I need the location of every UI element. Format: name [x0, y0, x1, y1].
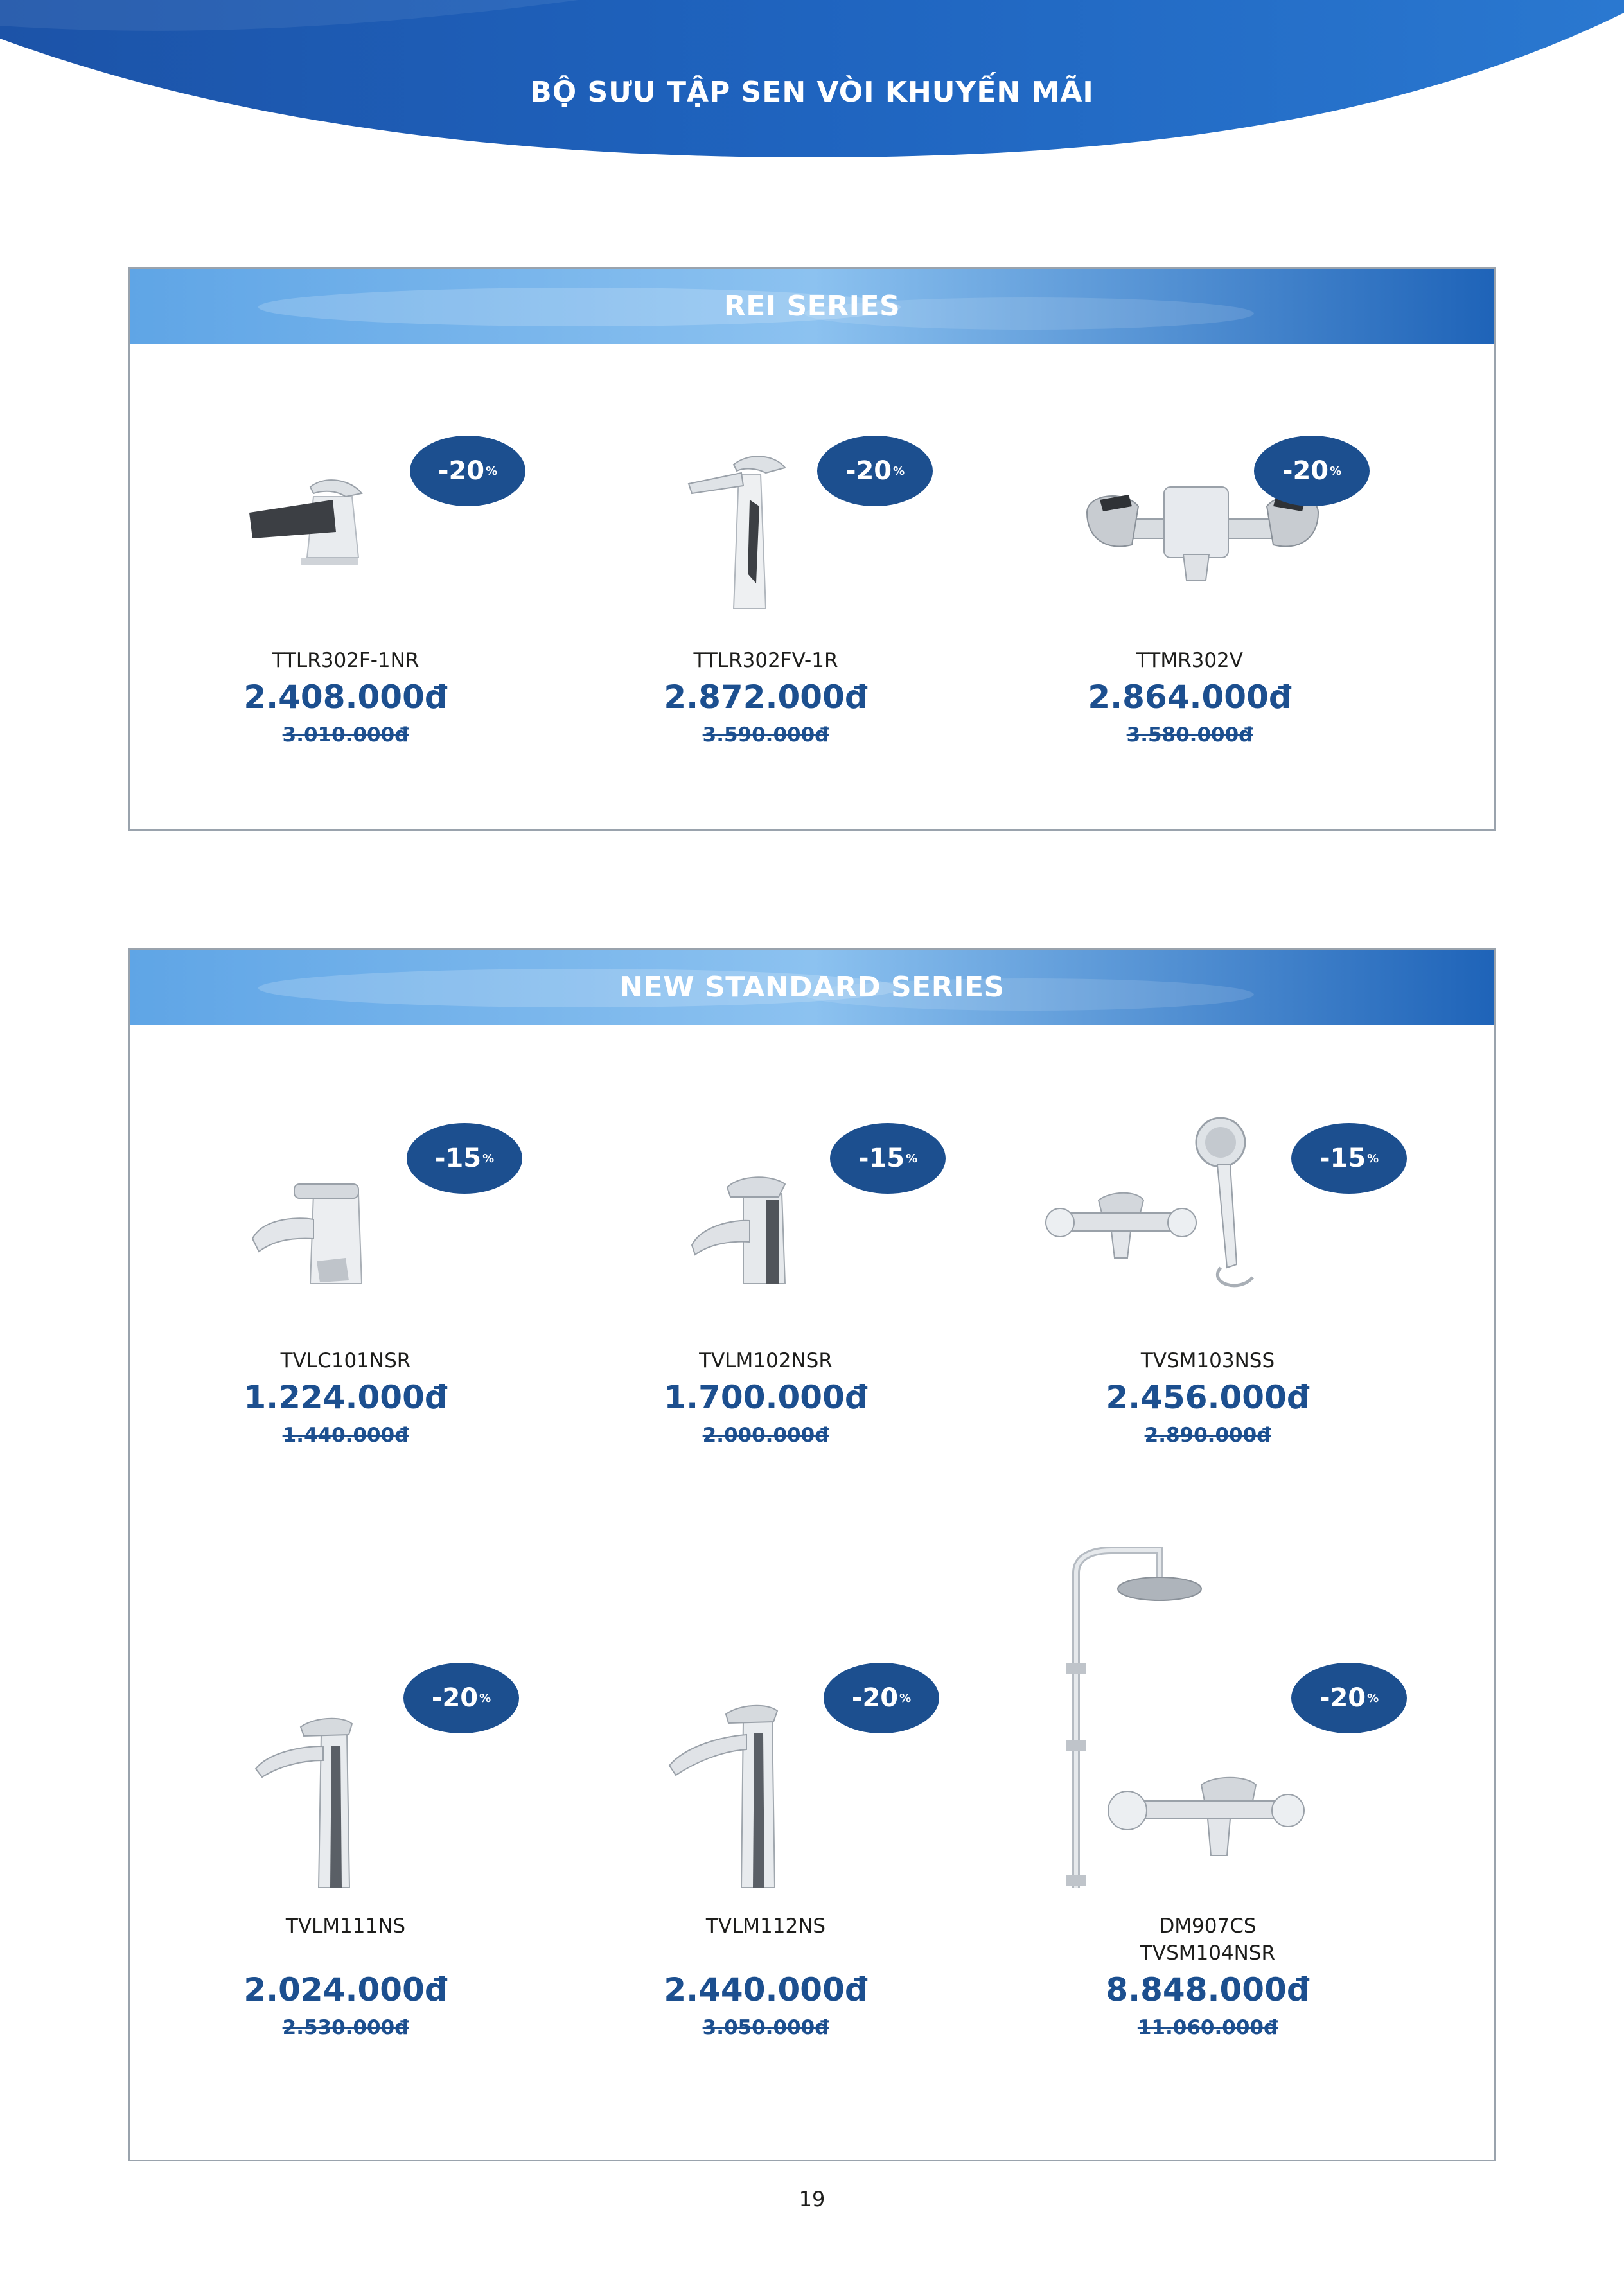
sale-price: 2.456.000đ: [1106, 1379, 1310, 1416]
original-price: 3.050.000đ: [702, 2016, 829, 2039]
discount-badge: [830, 1123, 946, 1194]
sale-price: 2.440.000đ: [664, 1971, 868, 2008]
original-price: 3.010.000đ: [282, 723, 409, 747]
original-price: 1.440.000đ: [282, 1424, 409, 1447]
discount-percent: %: [1330, 464, 1342, 478]
product-code: TVLC101NSR: [280, 1349, 411, 1372]
discount-value: -15: [858, 1144, 905, 1173]
discount-value: -20: [1282, 456, 1329, 486]
discount-percent: %: [1367, 1691, 1379, 1705]
product-code: TTLR302FV-1R: [693, 649, 838, 672]
original-price: 2.890.000đ: [1144, 1424, 1271, 1447]
sale-price: 1.700.000đ: [664, 1379, 868, 1416]
original-price: 2.000.000đ: [702, 1424, 829, 1447]
original-price: 3.590.000đ: [702, 723, 829, 747]
page-title: BỘ SƯU TẬP SEN VÒI KHUYẾN MÃI: [530, 76, 1094, 109]
product-code-secondary: TVSM104NSR: [1140, 1942, 1276, 1965]
discount-percent: %: [479, 1691, 491, 1705]
discount-badge: [407, 1123, 522, 1194]
sale-price: 2.864.000đ: [1088, 678, 1292, 716]
product-code: TVSM103NSS: [1140, 1349, 1275, 1372]
discount-percent: %: [482, 1151, 495, 1165]
section-header: [130, 950, 1494, 1025]
discount-percent: %: [906, 1151, 918, 1165]
discount-value: -15: [434, 1144, 482, 1173]
discount-percent: %: [486, 464, 498, 478]
discount-value: -20: [431, 1683, 479, 1713]
discount-percent: %: [899, 1691, 912, 1705]
rei-series-section: [128, 267, 1496, 831]
section-header: [130, 269, 1494, 344]
product-code: DM907CS: [1159, 1915, 1257, 1938]
discount-badge: [824, 1663, 939, 1733]
product-code: TTLR302F-1NR: [272, 649, 419, 672]
section-title: NEW STANDARD SERIES: [619, 971, 1005, 1004]
discount-badge: [410, 436, 525, 506]
discount-value: -20: [845, 456, 892, 486]
original-price: 2.530.000đ: [282, 2016, 409, 2039]
original-price: 11.060.000đ: [1137, 2016, 1278, 2039]
original-price: 3.580.000đ: [1126, 723, 1253, 747]
sale-price: 1.224.000đ: [243, 1379, 448, 1416]
discount-badge: [817, 436, 933, 506]
section-title: REI SERIES: [723, 290, 901, 323]
page-number: 19: [799, 2187, 825, 2211]
product-code: TVLM112NS: [705, 1915, 826, 1938]
discount-value: -20: [1319, 1683, 1366, 1713]
discount-value: -20: [437, 456, 485, 486]
discount-value: -15: [1319, 1144, 1366, 1173]
discount-badge: [1291, 1123, 1407, 1194]
product-code: TVLM111NS: [285, 1915, 406, 1938]
sale-price: 2.408.000đ: [243, 678, 448, 716]
discount-percent: %: [1367, 1151, 1379, 1165]
discount-percent: %: [893, 464, 905, 478]
sale-price: 2.024.000đ: [243, 1971, 448, 2008]
discount-value: -20: [851, 1683, 899, 1713]
discount-badge: [403, 1663, 519, 1733]
discount-badge: [1291, 1663, 1407, 1733]
sale-price: 2.872.000đ: [664, 678, 868, 716]
new-standard-series-section: [128, 948, 1496, 2161]
product-code: TTMR302V: [1136, 649, 1243, 672]
discount-badge: [1254, 436, 1370, 506]
sale-price: 8.848.000đ: [1106, 1971, 1310, 2008]
product-code: TVLM102NSR: [699, 1349, 833, 1372]
